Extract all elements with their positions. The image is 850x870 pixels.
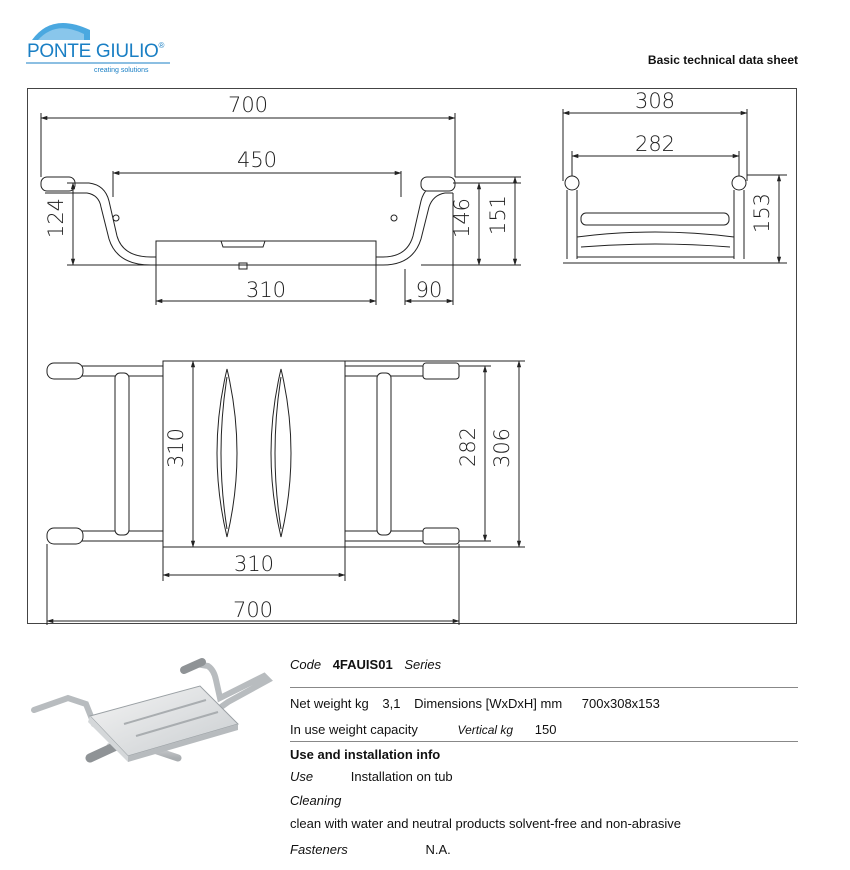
fasteners-label: Fasteners: [290, 842, 348, 857]
brand-tagline: creating solutions: [94, 67, 149, 74]
divider: [290, 687, 798, 688]
dimensions-value: 700x308x153: [581, 696, 660, 711]
front-view: [41, 113, 521, 305]
dim-front-height-right: 151: [486, 194, 510, 236]
code-value: 4FAUIS01: [332, 657, 393, 672]
use-header: Use and installation info: [290, 747, 441, 762]
weight-label: Net weight kg: [290, 696, 369, 711]
dim-side-width: 308: [634, 89, 676, 113]
cleaning-label: Cleaning: [290, 793, 342, 808]
dim-front-height-mid: 146: [450, 197, 474, 239]
brand-logo: [24, 14, 174, 78]
brand-name: PONTE GIULIO®: [27, 41, 165, 62]
use-label: Use: [290, 769, 314, 784]
cleaning-value: clean with water and neutral products solvent-free and non-abrasive: [290, 816, 681, 831]
weight-value: 3,1: [382, 696, 401, 711]
dim-top-depth: 306: [490, 427, 514, 469]
dim-side-inner: 282: [634, 132, 676, 156]
dim-top-seat-width: 310: [233, 552, 275, 576]
weight-row: [290, 696, 660, 711]
bath-seat-illustration: [28, 640, 278, 770]
series-label: Series: [404, 657, 442, 672]
fasteners-value: N.A.: [425, 842, 451, 857]
divider: [290, 741, 798, 742]
product-photo: [28, 640, 278, 770]
technical-drawing: [28, 89, 798, 625]
use-value: Installation on tub: [350, 769, 453, 784]
capacity-row: [290, 722, 556, 737]
dim-front-width: 700: [227, 93, 269, 117]
technical-drawing-frame: [27, 88, 797, 624]
fasteners-row: [290, 842, 451, 857]
dim-top-width: 700: [232, 598, 274, 622]
capacity-label: In use weight capacity: [290, 722, 418, 737]
sheet-title: Basic technical data sheet: [647, 53, 798, 67]
use-row: [290, 769, 453, 784]
capacity-sub-label: Vertical kg: [457, 723, 514, 737]
dim-side-height: 153: [750, 192, 774, 234]
dim-front-inner: 450: [236, 148, 278, 172]
code-label: Code: [290, 657, 322, 672]
dim-front-seat: 310: [245, 278, 287, 302]
capacity-value: 150: [534, 722, 557, 737]
dim-top-inner: 282: [456, 426, 480, 468]
dim-front-height-left: 124: [44, 197, 68, 239]
dim-top-seat-depth: 310: [164, 427, 188, 469]
code-row: [290, 657, 441, 672]
top-view: [47, 361, 525, 625]
dimensions-label: Dimensions [WxDxH] mm: [414, 696, 563, 711]
dim-front-end: 90: [415, 278, 443, 302]
